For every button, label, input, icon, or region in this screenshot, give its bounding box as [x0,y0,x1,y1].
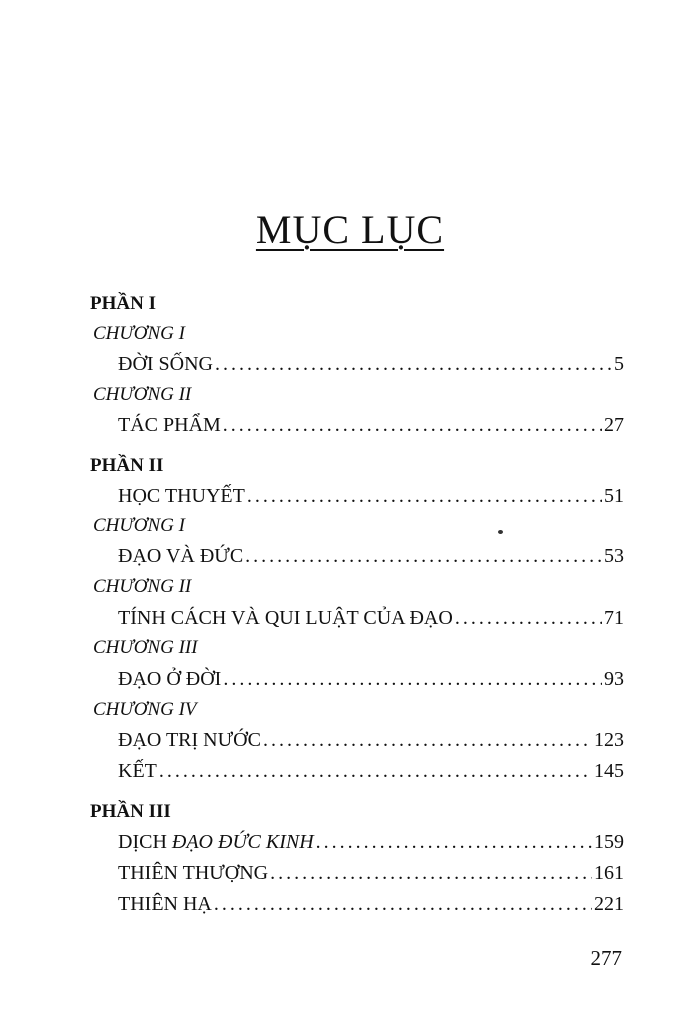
toc-entry[interactable] [118,725,624,755]
dot-leader [316,827,592,857]
toc-entry-label: HỌC THUYẾT [118,485,245,507]
toc-entry-page: 159 [594,831,624,853]
toc-entry[interactable] [118,603,624,633]
toc-entry-page: 161 [594,862,624,884]
dot-leader [263,725,592,755]
dot-leader [215,349,612,379]
toc-entry-label-prefix: DỊCH [118,831,172,853]
toc-entry-page: 93 [604,668,624,690]
dot-leader [455,603,602,633]
toc-entry-page: 27 [604,414,624,436]
dot-leader [245,541,602,571]
toc-entry-label: TÍNH CÁCH VÀ QUI LUẬT CỦA ĐẠO [118,607,453,629]
toc-entry-label: THIÊN THƯỢNG [118,862,269,884]
toc-entry-label: ĐẠO Ở ĐỜI [118,668,222,690]
toc-entry[interactable] [118,541,624,571]
page-number: 277 [590,946,622,970]
toc-entry-page: 123 [594,729,624,751]
toc-entry[interactable] [118,349,624,379]
dot-leader [247,481,602,511]
toc-entry-label [118,827,314,857]
chapter-heading: CHƯƠNG I [93,323,185,344]
toc-entry-page: 71 [604,607,624,629]
part-heading: PHẦN II [90,455,164,476]
toc-entry-label: ĐỜI SỐNG [118,353,213,375]
toc-entry-page: 5 [614,353,624,375]
toc-entry[interactable] [118,664,624,694]
dot-leader [223,410,602,440]
part-heading: PHẦN III [90,801,171,822]
toc-entry[interactable] [118,889,624,919]
print-speck [498,530,503,534]
toc-entry[interactable] [118,756,624,786]
dot-leader [270,858,592,888]
dot-leader [214,889,592,919]
toc-entry-label: THIÊN HẠ [118,893,212,915]
toc-entry[interactable] [118,827,624,857]
toc-entry-label: KẾT [118,760,157,782]
chapter-heading: CHƯƠNG I [93,515,185,536]
page-title-text: MỤC LỤC [255,207,445,252]
chapter-heading: CHƯƠNG II [93,384,192,405]
toc-entry-label-italic: ĐẠO ĐỨC KINH [171,831,314,853]
toc-entry[interactable] [118,481,624,511]
dot-leader [223,664,602,694]
toc-entry-page: 53 [604,545,624,567]
chapter-heading: CHƯƠNG II [93,576,192,597]
toc-entry-page: 221 [594,893,624,915]
toc-entry-label: TÁC PHẨM [118,414,221,436]
toc-entry[interactable] [118,410,624,440]
toc-entry-label: ĐẠO TRỊ NƯỚC [118,729,261,751]
chapter-heading: CHƯƠNG IV [93,699,197,720]
toc-entry-page: 145 [594,760,624,782]
dot-leader [159,756,592,786]
toc-entry-page: 51 [604,485,624,507]
chapter-heading: CHƯƠNG III [93,637,198,658]
toc-entry-label: ĐẠO VÀ ĐỨC [118,545,244,567]
part-heading: PHẦN I [90,293,156,314]
toc-entry[interactable] [118,858,624,888]
